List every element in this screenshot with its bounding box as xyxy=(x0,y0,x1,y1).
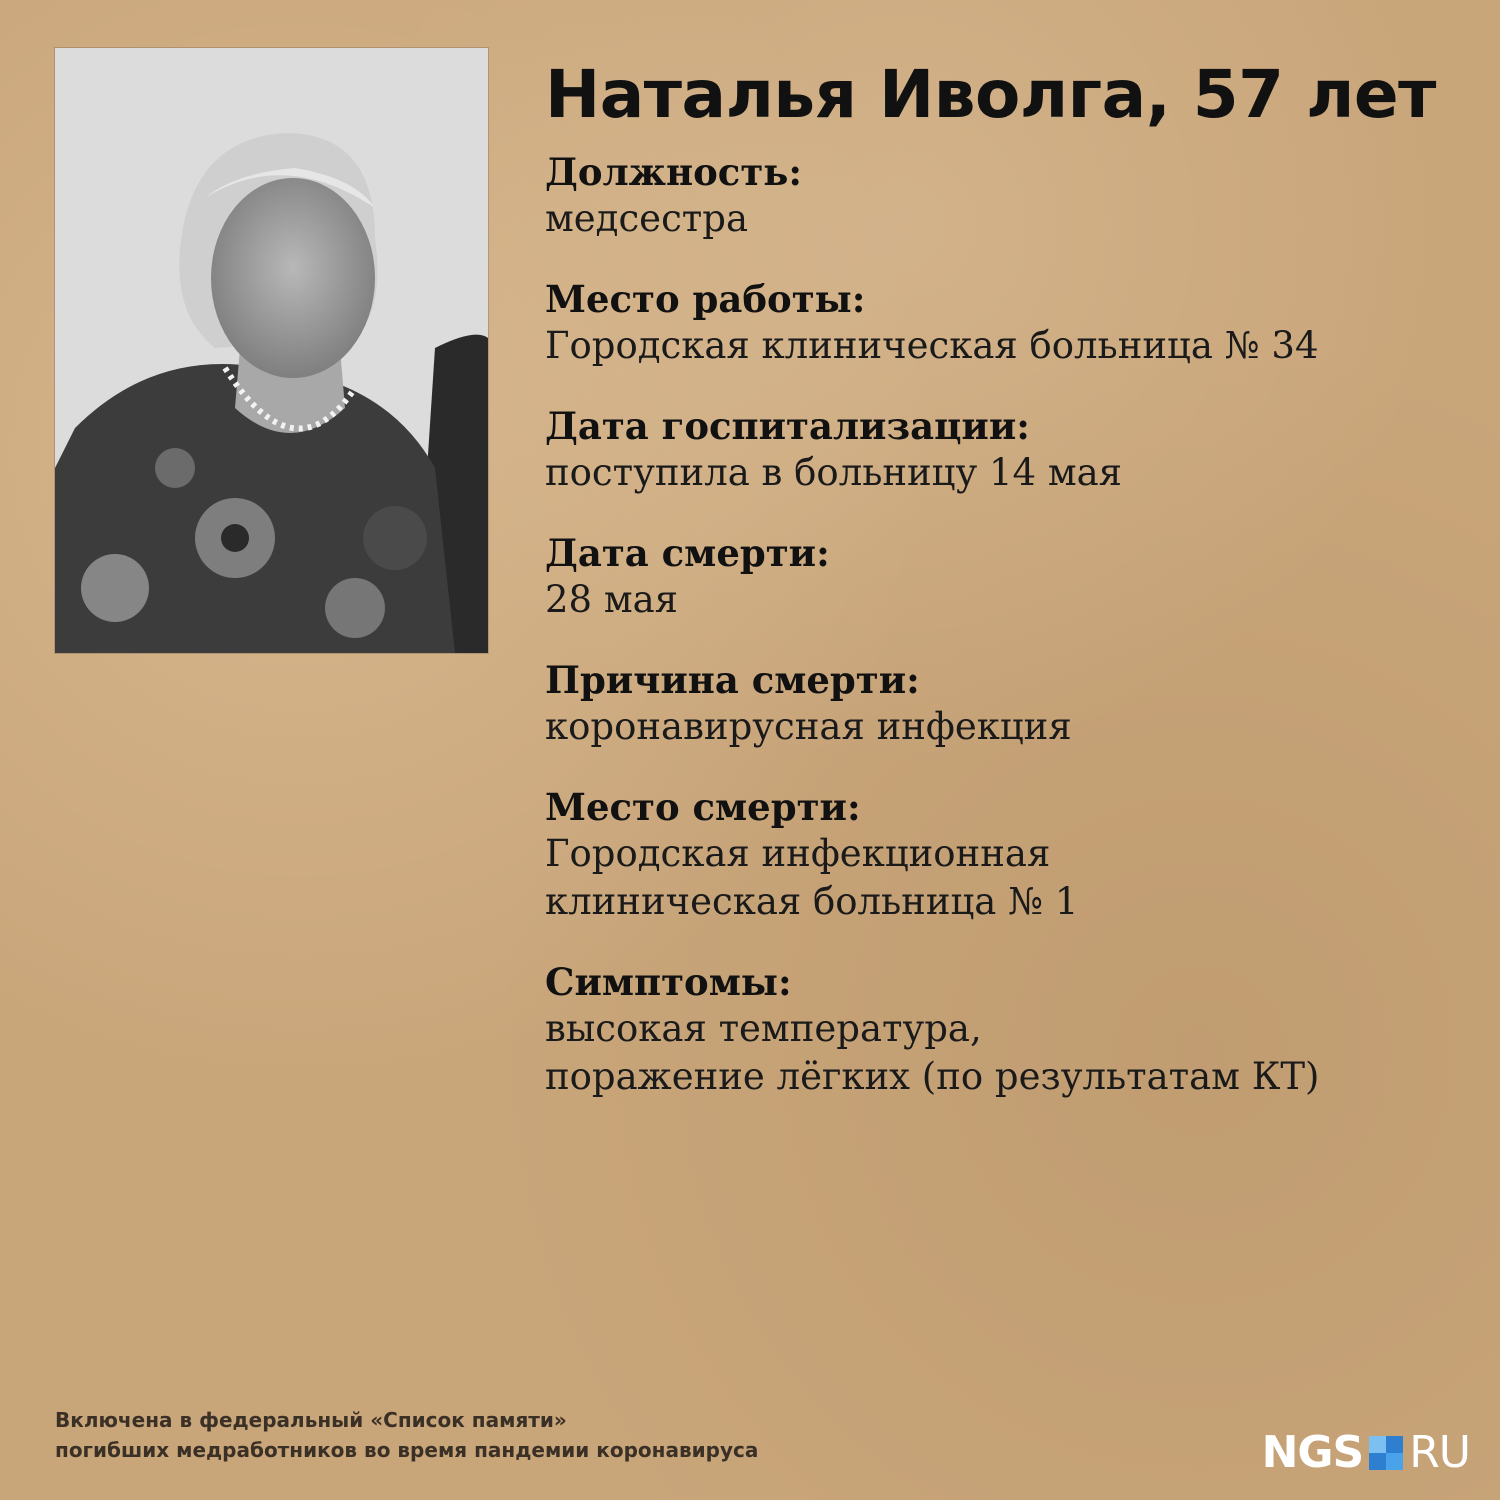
portrait-photo xyxy=(55,48,488,653)
field-label: Дата смерти: xyxy=(545,531,830,575)
field-label: Место работы: xyxy=(545,277,866,321)
field-value: Городская клиническая больница № 34 xyxy=(545,324,1319,367)
field-value: поражение лёгких (по результатам КТ) xyxy=(545,1055,1320,1098)
field-value: высокая температура, xyxy=(545,1007,982,1050)
field-position xyxy=(545,149,1465,243)
field-workplace xyxy=(545,276,1465,370)
field-label: Дата госпитализации: xyxy=(545,404,1030,448)
field-label: Должность: xyxy=(545,150,803,194)
field-value: клиническая больница № 1 xyxy=(545,880,1079,923)
field-symptoms xyxy=(545,959,1465,1101)
field-label: Причина смерти: xyxy=(545,658,920,702)
logo-square-icon xyxy=(1369,1436,1403,1470)
field-label: Место смерти: xyxy=(545,785,861,829)
logo-domain: RU xyxy=(1409,1427,1470,1478)
portrait-illustration xyxy=(55,48,488,653)
field-label: Симптомы: xyxy=(545,960,792,1004)
info-panel xyxy=(545,55,1465,1134)
logo-brand: NGS xyxy=(1261,1427,1364,1478)
field-hospitalization-date xyxy=(545,403,1465,497)
field-value: медсестра xyxy=(545,197,749,240)
footer-line: Включена в федеральный «Список памяти» xyxy=(55,1408,567,1432)
field-death-date xyxy=(545,530,1465,624)
field-value: 28 мая xyxy=(545,578,679,621)
footer-line: погибших медработников во время пандемии коронавируса xyxy=(55,1438,759,1462)
ngs-logo xyxy=(1261,1427,1470,1478)
person-name: Наталья Иволга, 57 лет xyxy=(545,56,1436,133)
field-value: Городская инфекционная xyxy=(545,832,1051,875)
field-value: поступила в больницу 14 мая xyxy=(545,451,1123,494)
field-death-cause xyxy=(545,657,1465,751)
field-death-place xyxy=(545,784,1465,926)
footer-note xyxy=(55,1405,955,1465)
field-value: коронавирусная инфекция xyxy=(545,705,1072,748)
